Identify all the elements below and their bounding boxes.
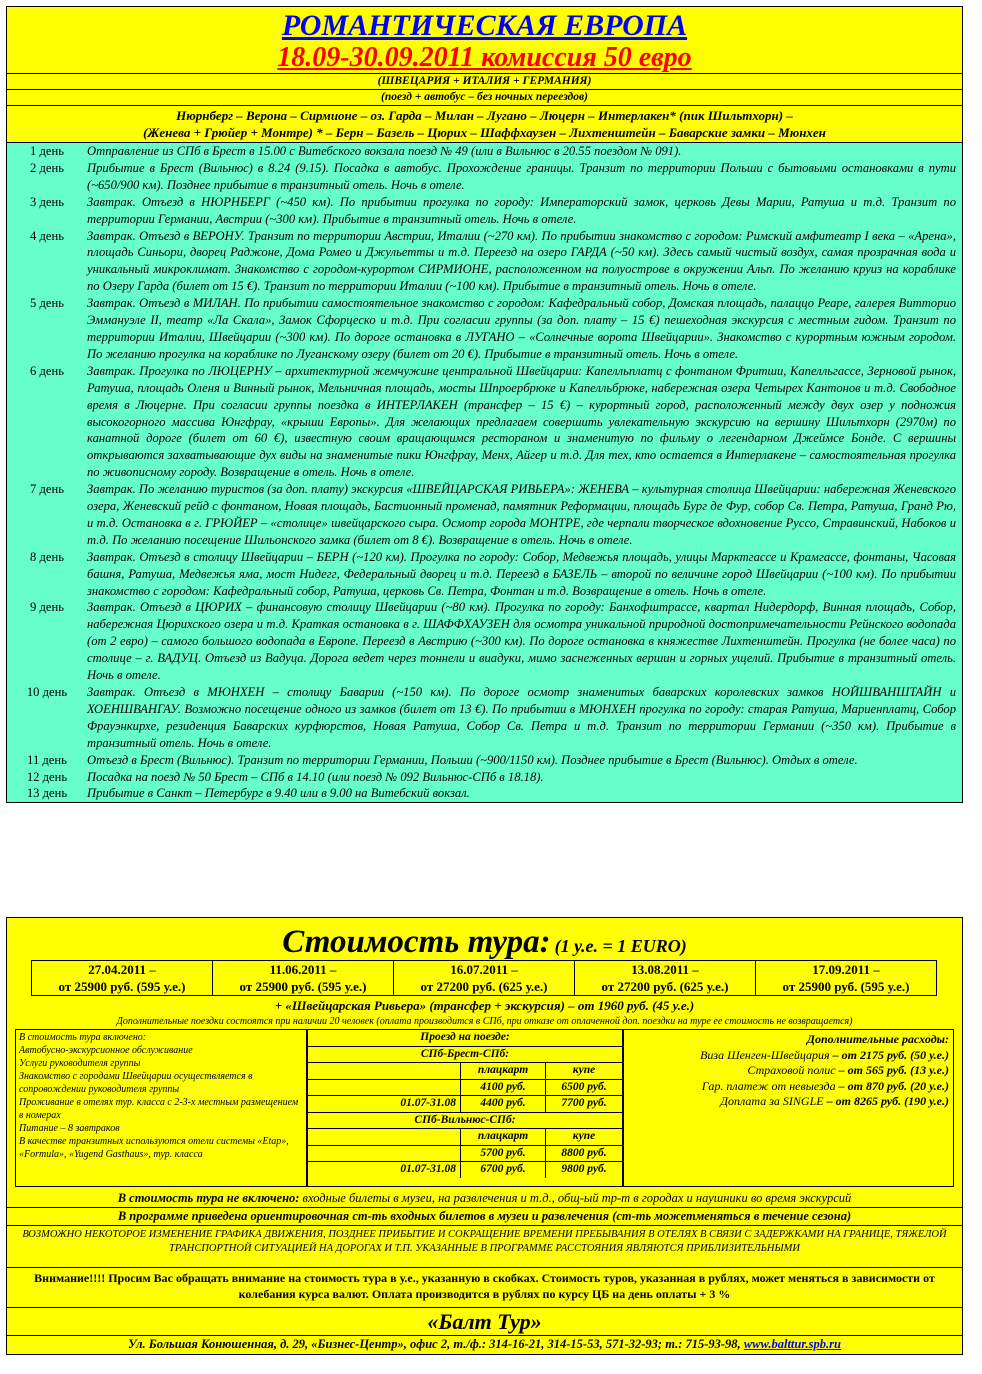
departure-date: 27.04.2011 – — [88, 962, 156, 977]
day-label: 2 день — [30, 160, 64, 175]
train-period: 01.07-31.08 — [308, 1096, 461, 1112]
extra-name: Доплата за SINGLE — [720, 1094, 824, 1108]
cost-rate: (1 у.е. = 1 EURO) — [554, 936, 687, 956]
day-label: 8 день — [30, 549, 64, 564]
day-label: 6 день — [30, 363, 64, 378]
day-row — [7, 599, 962, 684]
cost-heading: Стоимость тура: — [282, 924, 551, 960]
extra-item — [628, 1063, 949, 1079]
departure-price: от 27200 руб. (625 у.е.) — [420, 979, 548, 994]
day-row — [7, 143, 962, 160]
extra-costs-box — [623, 1029, 954, 1187]
day-text: Отправление из СПб в Брест в 15.00 с Витебского вокзала поезд № 49 (или в Вильнюс в 20.55 поездом № 091). — [87, 144, 682, 158]
train-price: 6500 руб. — [561, 1080, 607, 1093]
train-price: 6700 руб. — [461, 1162, 546, 1178]
extra-price: – от 2175 руб. (50 у.е.) — [832, 1047, 949, 1062]
departure-dates-table — [31, 960, 937, 996]
included-item: Услуги руководителя группы — [19, 1058, 141, 1069]
day-text: Завтрак. Прогулка по ЛЮЦЕРНУ – архитектурной жемчужине центральной Швейцарии: Капелльплатц с фонтаном Фритши, Капелльгассе, Зерновой рынок, Ратуша, площадь Оленя и Винный рынок, Мельничная площадь, мосты Шпроербрюке и Капелльбрюке, набережная озера Четырех Кантонов и т.д. Свободное время в Люцерне. При согласии группы поездка в ИНТЕРЛАКЕН (трансфер – 15 €) – курортный город, расположенный между двух озер у подножия высокогорного массива Юнгфрау, «крыши Европы». Для желающих предлагаем совершить увлекательную экскурсию на вершину Шильтхорн (2970м) по канатной дороге (билет от 60 €), известную своим вращающимся рестораном и знаменитую по фильму о легендарном Джеймсе Бонде. С вершины открываются захватывающие дух виды на знаменитые пики Юнгфрау, Менх, Айгер и т.д. Для тех, кто остается в Интерлакене – самостоятельная прогулка по живописному городу. Возвращение в отель. Ночь в отеле. — [87, 363, 956, 480]
day-row — [7, 228, 962, 296]
departure-cell — [213, 961, 394, 996]
train-route: СПб-Брест-СПб: — [420, 1047, 510, 1060]
tour-route — [7, 105, 962, 142]
extra-name: Гар. платеж от невыезда — [701, 1078, 836, 1093]
day-label: 13 день — [26, 786, 68, 801]
train-route: СПб-Вильнюс-СПб: — [414, 1113, 516, 1126]
excursions-note: Дополнительные поездки состоятся при наличии 20 человек (оплата производится в СПб, при отказе от оплаченной доп. поездки на туре ее стоимость не возвращается) — [116, 1016, 853, 1027]
day-text: Завтрак. Отъезд в ВЕРОНУ. Транзит по территории Австрии, Италии (~270 км). По прибытии знакомство с городом: Римский амфитеатр I века – «Арена», площадь Синьори, дворец Раджоне, Дома Ромео и Джульетты и т.д. Переезд на озеро ГАРДА (~50 км). Здесь самый чистый воздух, самая прозрачная вода и уникальный микроклимат. Знакомство с городом-курортом СИРМИОНЕ, расположенном на полуострове в окружении Альп. По желанию круиз на кораблике по Озеру Гарда (билет от 15 €). Транзит по территории Италии (~100 км). Прибытие в транзитный отель. Ночь в отеле. — [87, 228, 956, 294]
company-address — [7, 1335, 962, 1353]
day-text: Завтрак. По желанию туристов (за доп. плату) экскурсия «ШВЕЙЦАРСКАЯ РИВЬЕРА»: ЖЕНЕВА – культурная столица Швейцарии: набережная Женевского озера, Женевский рейд с фонтаном, Новая площадь, Бастионный променад, памятник Реформации, площадь Бург де Фур, собор Св. Петра, Ратуша, Гранд Рю, и т.д. Остановка в г. ГРЮЙЕР – «столице» швейцарского сыра. Осмотр города МОНТРЕ, где черпали творческое вдохновение Руссо, Стравинский, Набоков и т.д. По желанию посещение Шильонского замка (билет от 8 €). Возвращение в отель. Ночь в отеле. — [87, 482, 956, 547]
col-platz: плацкарт — [461, 1063, 546, 1079]
day-label: 7 день — [30, 482, 64, 497]
program-note: В программе приведена ориентировочная ст-ть входных билетов в музеи и развлечения (ст-ть можетменяться в течение сезона) — [7, 1207, 962, 1225]
departure-date: 13.08.2011 – — [631, 962, 699, 977]
departure-date: 11.06.2011 – — [269, 962, 337, 977]
company-name: «Балт Тур» — [7, 1307, 962, 1336]
schedule-warning: ВОЗМОЖНО НЕКОТОРОЕ ИЗМЕНЕНИЕ ГРАФИКА ДВИЖЕНИЯ, ПОЗДНЕЕ ПРИБЫТИЕ И СОКРАЩЕНИЕ ВРЕМЕНИ ПРЕБЫВАНИЯ В ОТЕЛЯХ В СВЯЗИ С ЗАДЕРЖКАМИ НА ГРАНИЦЕ, ТЯЖЕЛОЙ ТРАНСПОРТНОЙ СИТУАЦИЕЙ НА ДОРОГАХ И Т.П. УКАЗАННЫЕ В ПРОГРАММЕ РАССТОЯНИЯ ЯВЛЯЮТСЯ ПРИБЛИЗИТЕЛЬНЫМИ — [7, 1225, 962, 1255]
day-label: 1 день — [30, 144, 64, 158]
address-text: Ул. Большая Конюшенная, д. 29, «Бизнес-Центр», офис 2, т./ф.: 314-16-21, 314-15-53, 571-32-93; т.: 715-93-98, — [128, 1337, 741, 1351]
extra-name: Виза Шенген-Швейцария — [700, 1047, 830, 1062]
included-item: Знакомство с городами Швейцарии осуществляется в сопровождении руководителя группы — [19, 1071, 253, 1095]
tour-title: РОМАНТИЧЕСКАЯ ЕВРОПА — [281, 9, 688, 42]
departure-price: от 25900 руб. (595 у.е.) — [239, 979, 367, 994]
extra-item — [628, 1094, 949, 1110]
day-row — [7, 295, 962, 363]
included-item: В качестве транзитных используются отели системы «Etap», «Formula», «Yugend Gasthaus», тур. класса — [19, 1136, 289, 1160]
itinerary — [7, 142, 962, 802]
route-line-1: Нюрнберг – Верона – Сирмионе – оз. Гарда – Милан – Лугано – Люцерн – Интерлакен* (пик Шильтхорн) – — [176, 108, 793, 123]
day-row — [7, 194, 962, 228]
day-text: Завтрак. Отъезд в столицу Швейцарии – БЕРН (~120 км). Прогулка по городу: Собор, Медвежья площадь, улицы Марктгассе и Крамгассе, фонтаны, Часовая башня, Ратуша, Медвежья яма, мост Нидегг, Федеральный дворец и т.д. Переезд в БАЗЕЛЬ – второй по величине город Швейцарии (~100 км). По прибытии знакомство с городом: Кафедральный собор, Ратуша, церковь Св. Петра, Фонтан и т.д. Возвращение в отель. Ночь в отеле. — [87, 549, 956, 598]
departure-date: 16.07.2011 – — [450, 962, 518, 977]
train-period — [308, 1146, 461, 1162]
included-item: Проживание в отелях тур. класса с 2-3-х местным размещением в номерах — [19, 1097, 299, 1121]
tour-countries: (ШВЕЦАРИЯ + ИТАЛИЯ + ГЕРМАНИЯ) — [7, 73, 962, 89]
day-label: 12 день — [26, 769, 68, 784]
extra-item — [628, 1079, 949, 1095]
day-row — [7, 481, 962, 549]
day-text: Прибытие в Санкт – Петербург в 9.40 или в 9.00 на Витебский вокзал. — [87, 786, 470, 801]
col-kupe: купе — [572, 1130, 596, 1142]
train-price: 9800 руб. — [561, 1163, 607, 1175]
day-label: 11 день — [27, 752, 67, 767]
included-item: Питание – 8 завтраков — [19, 1123, 120, 1134]
not-included-label: В стоимость тура не включено: — [117, 1191, 300, 1205]
extra-title: Дополнительные расходы: — [806, 1032, 949, 1046]
train-price: 4100 руб. — [461, 1080, 546, 1096]
day-text: Отъезд в Брест (Вильнюс). Транзит по территории Германии, Польши (~900/1150 км). Позднее прибытие в Брест (Вильнюс). Отдых в отеле. — [87, 752, 858, 767]
day-text: Завтрак. Отъезд в МИЛАН. По прибытии самостоятельное знакомство с городом: Кафедральный собор, Домская площадь, палаццо Реаре, галерея Витторио Эммануэле II, театр «Ла Скала», Замок Сфорцеско и т.д. При согласии группы (за доп. плату – 15 €) пешеходная экскурсия с местным гидом. Транзит по территории Италии, Швейцарии (~300 км). По дороге остановка в ЛУГАНО – «Солнечные ворота Швейцарии». Знакомство с курортным южным городом. По желанию прогулка на кораблике по Луганскому озеру (билет от 20 €). Прибытие в транзитный отель. Ночь в отеле. — [87, 296, 956, 361]
website-link[interactable]: www.balttur.spb.ru — [743, 1337, 841, 1351]
day-text: Завтрак. Отъезд в ЦЮРИХ – финансовую столицу Швейцарии (~80 км). Прогулка по городу: Банхофштрассе, квартал Нидердорф, Винная площадь, Собор, набережная Цюрихского озера и т.д. Краткая остановка в г. ШАФФХАУЗЕН для осмотра уникальной природной достопримечательности Рейнского водопада (от 2 евро) – самого большого водопада в Европе. Переезд в Австрию (~300 км). По дороге остановка в княжестве Лихтенштейн. Прогулка (не более часа) по столице – г. ВАДУЦ. Отъезд из Вадуца. Дорога ведет через тоннели и виадуки, мимо заснеженных вершин и горных ущелий. Прибытие в транзитный отель. Ночь в отеле. — [87, 600, 956, 683]
extra-price: – от 870 руб. (20 у.е.) — [838, 1078, 949, 1093]
included-title: В стоимость тура включено: — [19, 1032, 147, 1043]
not-included — [7, 1190, 962, 1207]
departure-date: 17.09.2011 – — [812, 962, 880, 977]
attention-note: Внимание!!!! Просим Вас обращать внимание на стоимость тура в у.е., указанную в скобках. Стоимость туров, указанная в рублях, может меняться в зависимости от колебания курса валют. Оплата производится в рублях по курсу ЦБ на день оплаты + 3 % — [7, 1267, 962, 1302]
departure-cell — [575, 961, 756, 996]
included-item: Автобусно-экскурсионное обслуживание — [19, 1045, 193, 1056]
tour-transport: (поезд + автобус – без ночных переездов) — [7, 89, 962, 105]
route-line-2: (Женева + Грюйер + Монтре) * – Берн – Базель – Цюрих – Шаффхаузен – Лихтенштейн – Баварские замки – Мюнхен — [143, 125, 826, 140]
day-label: 10 день — [26, 685, 68, 699]
day-row — [7, 752, 962, 769]
riviera-price: + «Швейцарская Ривьера» (трансфер + экскурсия) – от 1960 руб. (45 у.е.) — [274, 998, 695, 1013]
tour-dates: 18.09-30.09.2011 комиссия 50 евро — [277, 42, 692, 73]
extra-item — [628, 1048, 949, 1064]
departure-cell — [32, 961, 213, 996]
train-period: 01.07-31.08 — [308, 1162, 461, 1178]
train-price: 8800 руб. — [561, 1146, 607, 1159]
day-label: 4 день — [30, 228, 64, 243]
day-row — [7, 549, 962, 600]
col-platz: плацкарт — [461, 1129, 546, 1145]
day-label: 9 день — [30, 600, 64, 615]
extra-name: Страховой полис — [747, 1063, 836, 1077]
departure-price: от 25900 руб. (595 у.е.) — [782, 979, 910, 994]
day-row — [7, 684, 962, 752]
day-label: 3 день — [30, 194, 64, 209]
day-row — [7, 785, 962, 802]
included-box — [15, 1029, 307, 1187]
program-section — [6, 6, 963, 803]
day-row — [7, 769, 962, 786]
day-row — [7, 363, 962, 481]
not-included-text: входные билеты в музеи, на развлечения и т.д., общ-ый тр-т в городах и наушники во время экскурсий — [302, 1191, 852, 1205]
train-price: 7700 руб. — [561, 1097, 607, 1109]
day-text: Завтрак. Отъезд в МЮНХЕН – столицу Баварии (~150 км). По дороге осмотр знаменитых баварских королевских замков НОЙШВАНШТАЙН и ХОЕНШВАНГАУ. Возможно посещение одного из замков (билет от 13 €). По прибытии в МЮНХЕН прогулка по городу: старая Ратуша, Мариенплатц, Собор Фрауэнкирхе, резиденция Баварских курфюрстов, Новая Ратуша, Собор Св. Петра и т.д. Транзит по территории Германии (~350 км). Прибытие в транзитный отель. Ночь в отеле. — [87, 685, 956, 750]
cost-section — [6, 917, 963, 1355]
day-label: 5 день — [30, 296, 64, 311]
departure-price: от 25900 руб. (595 у.е.) — [58, 979, 186, 994]
extra-price: – от 8265 руб. (190 у.е.) — [826, 1094, 949, 1108]
day-text: Завтрак. Отъезд в НЮРНБЕРГ (~450 км). По прибытии прогулка по городу: Императорский замок, церковь Девы Марии, Ратуша и т.д. Транзит по территории Германии, Австрии (~300 км). Прибытие в транзитный отель. Ночь в отеле. — [87, 194, 956, 226]
departure-cell — [756, 961, 937, 996]
day-row — [7, 160, 962, 194]
departure-price: от 27200 руб. (625 у.е.) — [601, 979, 729, 994]
train-price: 4400 руб. — [461, 1096, 546, 1112]
extra-price: – от 565 руб. (13 у.е.) — [838, 1063, 949, 1077]
day-text: Посадка на поезд № 50 Брест – СПб в 14.10 (или поезд № 092 Вильнюс-СПб в 18.18). — [87, 769, 544, 784]
departure-cell — [394, 961, 575, 996]
train-price: 5700 руб. — [461, 1146, 546, 1162]
train-table — [307, 1029, 623, 1187]
train-period — [308, 1080, 461, 1096]
day-text: Прибытие в Брест (Вильнюс) в 8.24 (9.15). Посадка в автобус. Прохождение границы. Транзит по территории Польши с бытовыми остановками в пути (~650/900 км). Позднее прибытие в транзитный отель. Ночь в отеле. — [87, 160, 956, 192]
train-title: Проезд на поезде: — [420, 1031, 510, 1043]
col-kupe: купе — [572, 1064, 596, 1076]
